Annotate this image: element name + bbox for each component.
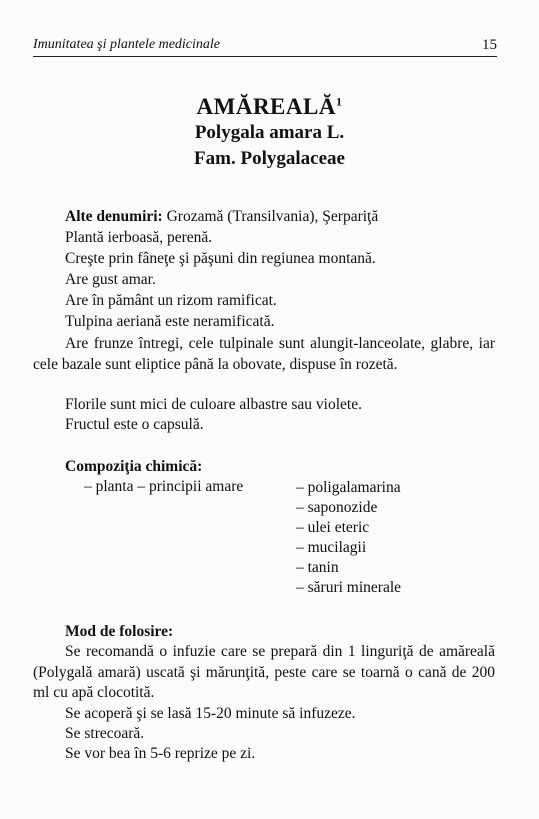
usage-heading-text: Mod de folosire: <box>65 623 174 640</box>
plant-title <box>0 94 539 120</box>
composition-source: – planta – principii amare <box>84 478 244 495</box>
composition-heading-text: Compoziţia chimică: <box>65 458 203 475</box>
plant-name: AMĂREALĂ <box>196 94 336 119</box>
description-line: Creşte prin fâneţe şi păşuni din regiunea montană. <box>65 250 376 267</box>
latin-name: Polygala amara L. <box>194 122 345 143</box>
alt-names-label: Alte denumiri: <box>65 208 163 225</box>
description-line: Florile sunt mici de culoare albastre sau violete. <box>65 396 362 413</box>
composition-item: – tanin <box>296 559 339 576</box>
usage-line: Se vor bea în 5-6 reprize pe zi. <box>65 745 256 762</box>
family-name: Fam. Polygalaceae <box>194 148 345 169</box>
usage-line: Se strecoară. <box>65 725 145 742</box>
alt-names-value: Grozamă (Transilvania), Şerpariţă <box>162 208 379 225</box>
description-line: Are în pământ un rizom ramificat. <box>65 292 277 309</box>
footnote-mark: 1 <box>335 94 343 109</box>
running-header <box>33 36 497 57</box>
composition-item: – mucilagii <box>296 539 367 556</box>
description-line: Are gust amar. <box>65 271 156 288</box>
description-paragraph: Are frunze întregi, cele tulpinale sunt alungit-lanceolate, glabre, iar cele bazale sunt eliptice până la obovate, dispuse în rozetă. <box>33 335 495 373</box>
running-title: Imunitatea şi plantele medicinale <box>33 37 221 52</box>
description-line: Fructul este o capsulă. <box>65 416 204 433</box>
composition-item: – săruri minerale <box>296 579 402 596</box>
composition-item: – poligalamarina <box>296 479 401 496</box>
composition-item: – saponozide <box>296 499 378 516</box>
page-number: 15 <box>482 37 497 53</box>
usage-line: Se acoperă şi se lasă 15-20 minute să infuzeze. <box>65 705 356 722</box>
usage-paragraph: Se recomandă o infuzie care se prepară din 1 linguriţă de amăreală (Polygală amară) uscată şi mărunţită, peste care se toarnă o cană de 200 ml cu apă clocotită. <box>33 643 495 701</box>
description-line: Tulpina aeriană este neramificată. <box>65 313 275 330</box>
composition-heading <box>65 457 495 477</box>
description-line: Plantă ierboasă, perenă. <box>65 229 213 246</box>
alt-names <box>65 207 495 227</box>
usage-heading <box>65 622 495 642</box>
composition-item: – ulei eteric <box>296 519 370 536</box>
